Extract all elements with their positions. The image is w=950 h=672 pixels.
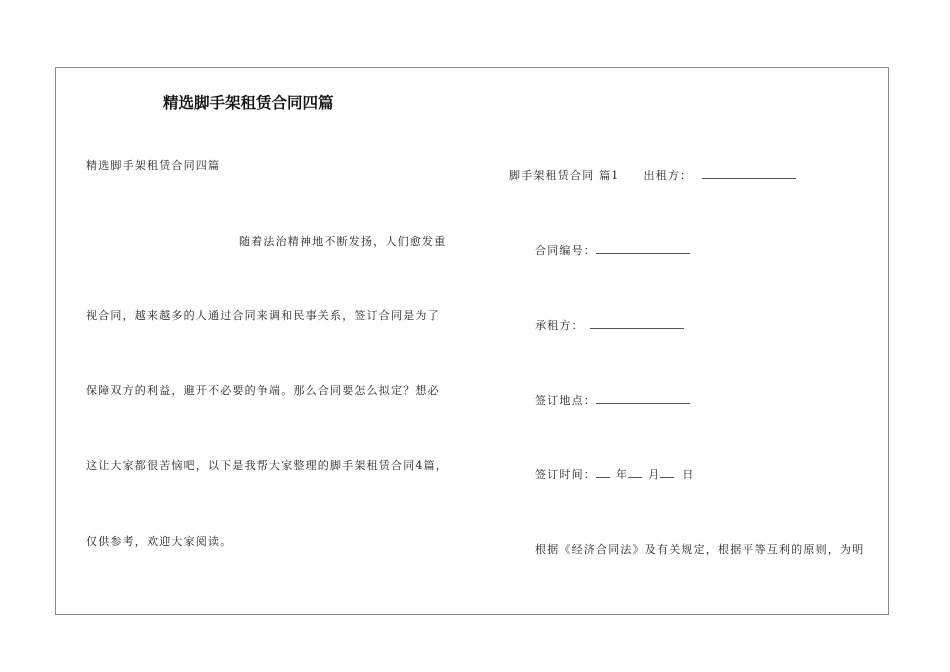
sign-time-label: 签订时间： xyxy=(535,468,596,481)
contract-basis-line: 根据《经济合同法》及有关规定，根据平等互利的原则，为明 xyxy=(535,543,865,556)
lessee-blank xyxy=(590,318,684,329)
paragraph-line-2: 视合同，越来越多的人通过合同来调和民事关系，签订合同是为了 xyxy=(86,309,440,322)
sign-place-row xyxy=(535,393,690,408)
subtitle: 精选脚手架租赁合同四篇 xyxy=(86,159,221,172)
paragraph-line-4: 这让大家都很苦恼吧，以下是我帮大家整理的脚手架租赁合同4篇， xyxy=(86,459,448,472)
year-blank xyxy=(596,467,610,478)
year-label: 年 xyxy=(616,468,629,481)
day-label: 日 xyxy=(682,468,695,481)
month-label: 月 xyxy=(648,468,661,481)
lessor-label: 出租方： xyxy=(643,169,693,182)
lessee-label: 承租方： xyxy=(535,319,584,332)
contract-no-blank xyxy=(596,243,690,254)
contract-no-label: 合同编号： xyxy=(535,244,596,257)
paragraph-line-5: 仅供参考，欢迎大家阅读。 xyxy=(86,535,233,548)
sign-place-blank xyxy=(596,393,690,404)
lessee-row xyxy=(535,318,684,333)
contract-no-row xyxy=(535,243,690,258)
lessor-blank xyxy=(702,168,796,179)
day-blank xyxy=(660,467,674,478)
document-title: 精选脚手架租赁合同四篇 xyxy=(163,94,334,112)
sign-time-row xyxy=(535,467,695,482)
paragraph-line-3: 保障双方的利益，避开不必要的争端。那么合同要怎么拟定？想必 xyxy=(86,384,440,397)
sign-place-label: 签订地点： xyxy=(535,394,596,407)
month-blank xyxy=(628,467,642,478)
contract-heading-row xyxy=(509,168,796,183)
page-frame xyxy=(55,67,889,615)
contract-heading: 脚手架租赁合同 篇1 xyxy=(509,169,620,182)
paragraph-line-1: 随着法治精神地不断发扬，人们愈发重 xyxy=(239,235,447,248)
